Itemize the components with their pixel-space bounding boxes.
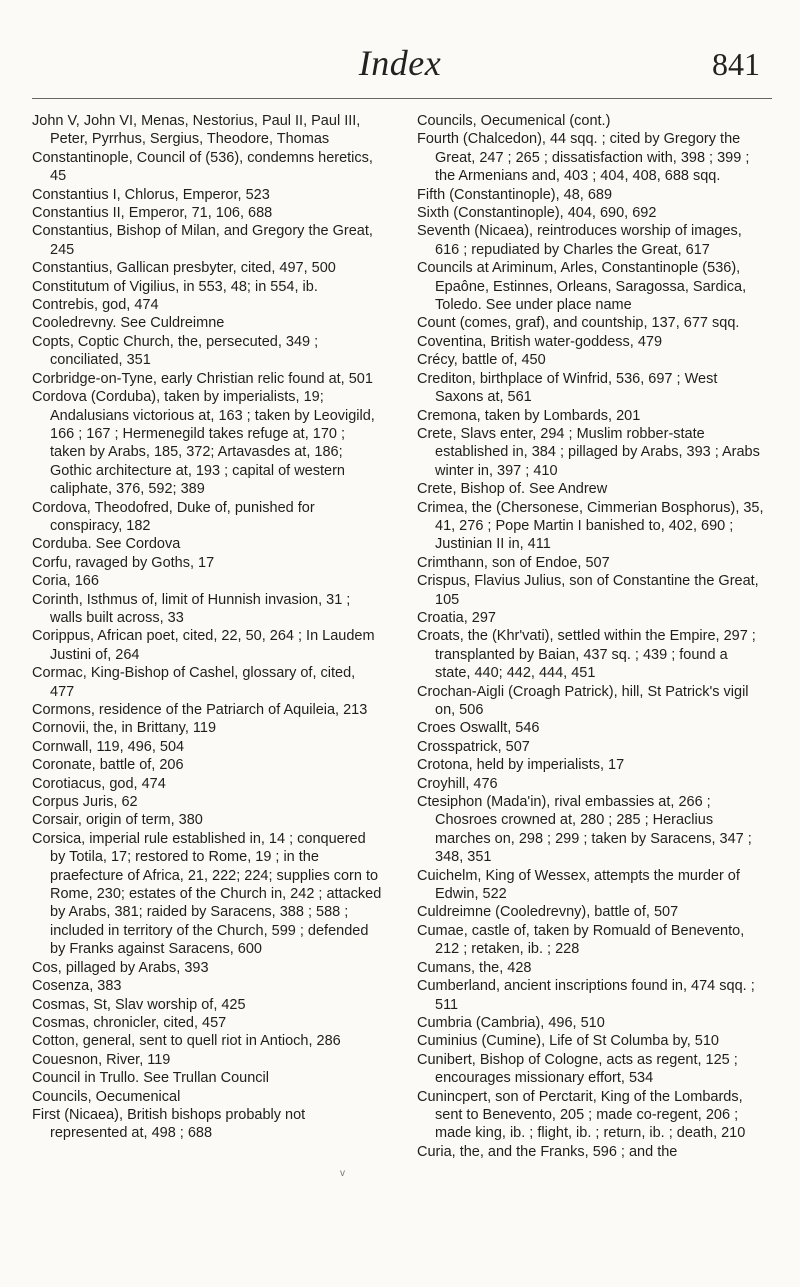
index-entry: Cuminius (Cumine), Life of St Columba by, 510: [417, 1033, 719, 1050]
index-entry: Cosmas, chronicler, cited, 457: [32, 1014, 227, 1031]
index-entry: Corippus, African poet, cited, 22, 50, 264 ; In Laudem Justini of, 264: [32, 628, 375, 663]
index-entry: Crosspatrick, 507: [417, 738, 530, 755]
index-entry: Cornovii, the, in Brittany, 119: [32, 720, 217, 737]
index-entry: Crotona, held by imperialists, 17: [417, 757, 625, 774]
index-entry: Constantinople, Council of (536), condemns heretics, 45: [32, 149, 373, 185]
index-entry: Contrebis, god, 474: [32, 297, 159, 314]
index-entry: Councils, Oecumenical: [32, 1088, 181, 1105]
index-entry: Corsair, origin of term, 380: [32, 812, 203, 829]
index-entry: Cosenza, 383: [32, 978, 122, 995]
footer-mark: v: [340, 1168, 345, 1179]
index-entry: Corbridge-on-Tyne, early Christian relic found at, 501: [32, 370, 373, 387]
index-entry: Corfu, ravaged by Goths, 17: [32, 554, 215, 571]
index-entry: Curia, the, and the Franks, 596 ; and the: [417, 1143, 678, 1160]
index-entry: Croats, the (Khr'vati), settled within the Empire, 297 ; transplanted by Baian, 437 sq. ; 439 ; found a state, 440; 442, 444, 451: [417, 628, 756, 682]
index-entry: Crispus, Flavius Julius, son of Constantine the Great, 105: [417, 573, 759, 608]
index-entry: Cos, pillaged by Arabs, 393: [32, 959, 209, 976]
index-entry: Seventh (Nicaea), reintroduces worship of images, 616 ; repudiated by Charles the Great, 617: [417, 223, 742, 258]
index-entry: Crete, Bishop of. See Andrew: [417, 481, 608, 498]
index-entry: Councils, Oecumenical (cont.): [417, 113, 611, 129]
index-entry: Crimea, the (Chersonese, Cimmerian Bosphorus), 35, 41, 276 ; Pope Martin I banished to, 402, 690 ; Justinian II in, 411: [417, 499, 764, 553]
index-entry: Constantius, Gallican presbyter, cited, 497, 500: [32, 260, 336, 277]
index-entry: Culdreimne (Cooledrevny), battle of, 507: [417, 904, 679, 921]
index-entry: Sixth (Constantinople), 404, 690, 692: [417, 205, 657, 222]
index-entry: Crediton, birthplace of Winfrid, 536, 697 ; West Saxons at, 561: [417, 370, 718, 406]
index-entry: Corpus Juris, 62: [32, 794, 138, 811]
index-entry: Crimthann, son of Endoe, 507: [417, 554, 610, 571]
index-entry: Cooledrevny. See Culdreimne: [32, 315, 225, 332]
index-entry: Ctesiphon (Mada'in), rival embassies at, 266 ; Chosroes crowned at, 280 ; 285 ; Heraclius marches on, 298 ; 299 ; taken by Saracens, 347 ; 348, 351: [417, 794, 752, 866]
index-entry: Couesnon, River, 119: [32, 1051, 171, 1068]
index-entry: Cornwall, 119, 496, 504: [32, 738, 185, 755]
index-entry: Crete, Slavs enter, 294 ; Muslim robber-state established in, 384 ; pillaged by Arabs, 393 ; Arabs winter in, 397 ; 410: [417, 425, 760, 479]
index-entry: Cumbria (Cambria), 496, 510: [417, 1014, 605, 1031]
index-entry: Croes Oswallt, 546: [417, 720, 540, 737]
header-rule: [32, 98, 772, 99]
page-number: 841: [712, 46, 760, 82]
index-entry: Cordova (Corduba), taken by imperialists, 19; Andalusians victorious at, 163 ; taken by Leovigild, 166 ; 167 ; Hermenegild takes refuge at, 170 ; taken by Arabs, 185, 372; Artavasdes at, 186; Gothic architecture at, 193 ; capital of western caliphate, 376, 592; 389: [32, 389, 375, 498]
index-entry: Corduba. See Cordova: [32, 536, 181, 553]
index-entry: Cumans, the, 428: [417, 959, 532, 976]
index-entry: Corotiacus, god, 474: [32, 775, 166, 792]
index-entry: Constitutum of Vigilius, in 553, 48; in 554, ib.: [32, 278, 318, 295]
index-entry: Coria, 166: [32, 573, 99, 590]
index-entry: Cremona, taken by Lombards, 201: [417, 407, 641, 424]
index-entry: Corsica, imperial rule established in, 14 ; conquered by Totila, 17; restored to Rome, 19 ; in the praefecture of Africa, 21, 222; 224; supplies corn to Rome, 230; estates of the Church in, 242 ; attacked by Arabs, 381; raided by Saracens, 388 ; 588 ; included in territory of the Church, 599 ; defended by Franks against Saracens, 600: [32, 830, 382, 958]
index-entry: Cuichelm, King of Wessex, attempts the murder of Edwin, 522: [417, 867, 740, 903]
index-entry: Constantius, Bishop of Milan, and Gregory the Great, 245: [32, 223, 373, 258]
index-entry: Council in Trullo. See Trullan Council: [32, 1070, 269, 1087]
index-entry: First (Nicaea), British bishops probably not represented at, 498 ; 688: [32, 1106, 306, 1142]
index-entry: Cormac, King-Bishop of Cashel, glossary of, cited, 477: [32, 665, 356, 700]
index-entry: Coventina, British water-goddess, 479: [417, 333, 663, 350]
index-entry: Fifth (Constantinople), 48, 689: [417, 186, 613, 203]
index-entry: Crécy, battle of, 450: [417, 352, 546, 369]
index-entry: Cunibert, Bishop of Cologne, acts as regent, 125 ; encourages missionary effort, 534: [417, 1051, 738, 1087]
index-entry: Cotton, general, sent to quell riot in Antioch, 286: [32, 1033, 341, 1050]
right-column: [417, 112, 767, 1161]
index-entry: Croyhill, 476: [417, 775, 498, 792]
index-entry: Count (comes, graf), and countship, 137, 677 sqq.: [417, 315, 740, 332]
index-entry: Cunincpert, son of Perctarit, King of the Lombards, sent to Benevento, 205 ; made co-regent, 206 ; made king, ib. ; flight, ib. ; return, ib. ; death, 210: [417, 1088, 746, 1142]
index-entry: John V, John VI, Menas, Nestorius, Paul II, Paul III, Peter, Pyrrhus, Sergius, Theodore, Thomas: [32, 113, 361, 148]
index-columns: [32, 112, 772, 1272]
page-header: [0, 0, 800, 108]
index-entry: Coronate, battle of, 206: [32, 757, 184, 774]
index-entry: Copts, Coptic Church, the, persecuted, 349 ; conciliated, 351: [32, 333, 319, 369]
left-column: [32, 112, 382, 1143]
index-entry: Cumberland, ancient inscriptions found in, 474 sqq. ; 511: [417, 978, 755, 1013]
index-entry: Crochan-Aigli (Croagh Patrick), hill, St Patrick's vigil on, 506: [417, 683, 749, 718]
index-entry: Cormons, residence of the Patriarch of Aquileia, 213: [32, 702, 368, 718]
index-entry: Croatia, 297: [417, 609, 496, 626]
index-entry: Cosmas, St, Slav worship of, 425: [32, 996, 246, 1013]
index-entry: Councils at Ariminum, Arles, Constantinople (536), Epaône, Estinnes, Orleans, Saragossa, Sardica, Toledo. See under place name: [417, 260, 747, 314]
index-entry: Cumae, castle of, taken by Romuald of Benevento, 212 ; retaken, ib. ; 228: [417, 922, 745, 958]
index-entry: Fourth (Chalcedon), 44 sqq. ; cited by Gregory the Great, 247 ; 265 ; dissatisfaction with, 398 ; 399 ; the Armenians and, 403 ; 404, 408, 688 sqq.: [417, 131, 750, 185]
index-entry: Constantius II, Emperor, 71, 106, 688: [32, 205, 273, 222]
index-entry: Corinth, Isthmus of, limit of Hunnish invasion, 31 ; walls built across, 33: [32, 591, 351, 626]
index-entry: Constantius I, Chlorus, Emperor, 523: [32, 186, 270, 203]
running-title: Index: [358, 43, 442, 83]
index-entry: Cordova, Theodofred, Duke of, punished for conspiracy, 182: [32, 499, 315, 534]
